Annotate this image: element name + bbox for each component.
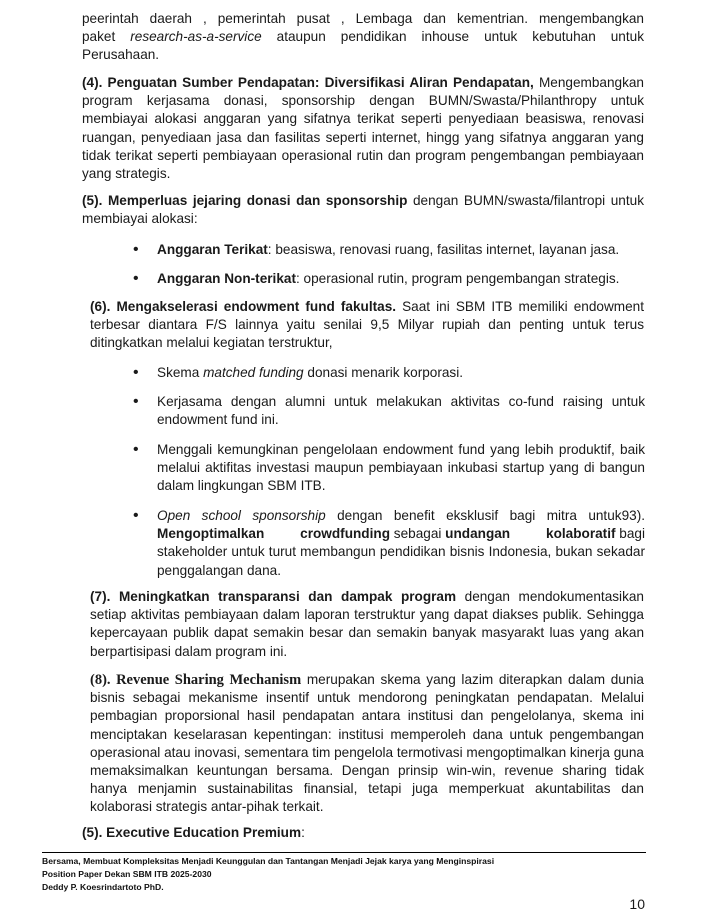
section-4-text: Mengembangkan program kerjasama donasi, sponsorship dengan BUMN/Swasta/Philanthropy untuk membiayai alokasi anggaran yang sifatnya terikat seperti penyediaan beasiswa, renovasi ruangan, penyediaan jasa dan fasilitas seperti internet, hingg yang sifatnya anggaran yang tidak terikat seperti pembiayaan operasional rutin dan program pengembangan pembiayaan yang strategis. <box>82 75 644 182</box>
intro-line-3: Perusahaan. <box>82 47 160 63</box>
section-6-paragraph <box>90 298 644 353</box>
section-5-heading: (5). Memperluas jejaring donasi dan sponsorship <box>82 193 408 208</box>
section-7-paragraph <box>90 588 644 661</box>
section-8-heading: (8). Revenue Sharing Mechanism <box>90 672 302 688</box>
section-exec-ed-heading: (5). Executive Education Premium: <box>82 825 305 840</box>
bullet-icon: • <box>133 393 139 410</box>
list-item: • Kerjasama dengan alumni untuk melakukan aktivitas co-fund raising untuk endowment fund ini. <box>133 393 645 428</box>
footer-tagline: Bersama, Membuat Kompleksitas Menjadi Keunggulan dan Tantangan Menjadi Jejak karya yang Menginspirasi <box>42 856 495 866</box>
section-7-text: dengan mendokumentasikan setiap aktivitas pembiayaan dalam laporan terstruktur yang dapat diakses publik. Sehingga kepercayaan publik dapat semakin besar dan semakin banyak masyarakt luas yang akan berpartisipasi dalam program ini. <box>90 589 644 659</box>
section-4-paragraph <box>82 74 644 183</box>
footer-divider <box>42 852 646 853</box>
page-number: 10 <box>629 896 645 912</box>
intro-line-2: paket research-as-a-service ataupun pendidikan inhouse untuk kebutuhan untuk <box>82 29 645 45</box>
bullet-icon: • <box>133 241 139 258</box>
section-5-paragraph <box>82 192 644 228</box>
research-service-term: research-as-a-service <box>130 29 262 45</box>
list-item: • Open school sponsorship dengan benefit eksklusif bagi mitra untuk93). Mengoptimalkan crowdfunding sebagai undangan kolaboratif bagi stakeholder untuk turut membangun pendidikan bisnis Indonesia, bukan sekadar penggalangan dana. <box>133 507 645 578</box>
bullet-icon: • <box>133 441 139 458</box>
section-6-text: Saat ini SBM ITB memiliki endowment terbesar diantara F/S lainnya yaitu senilai 9,5 Milyar rupiah dan penting untuk terus ditingkatkan melalui kegiatan terstruktur, <box>90 299 644 351</box>
section-4-heading: (4). Penguatan Sumber Pendapatan: Diversifikasi Aliran Pendapatan, <box>82 75 534 90</box>
bullet-icon: • <box>133 507 139 524</box>
bullet-icon: • <box>133 364 139 381</box>
footer-author: Deddy P. Koesrindartoto PhD. <box>42 882 164 892</box>
section-5-text: dengan BUMN/swasta/filantropi untuk membiayai alokasi: <box>82 193 644 227</box>
list-item: • Anggaran Non-terikat: operasional rutin, program pengembangan strategis. <box>133 270 620 287</box>
intro-paragraph <box>82 10 644 65</box>
intro-line-1: peerintah daerah , pemerintah pusat , Lembaga dan kementrian. mengembangkan <box>82 11 644 26</box>
section-6-heading: (6). Mengakselerasi endowment fund fakultas. <box>90 299 397 314</box>
list-item: • Menggali kemungkinan pengelolaan endowment fund yang lebih produktif, baik melalui aktifitas investasi maupun pembiayaan inkubasi startup yang di bangun dalam lingkungan SBM ITB. <box>133 441 645 494</box>
list-item: • Skema matched funding donasi menarik korporasi. <box>133 364 464 381</box>
section-8-text: merupakan skema yang lazim diterapkan dalam dunia bisnis sebagai mekanisme insentif untuk mendorong peningkatan pendapatan. Melalui pembagian proporsional hasil pendapatan antara institusi dan pengelolanya, skema ini menciptakan keselarasan kepentingan: institusi memperoleh dana untuk pengembangan operasional atau inovasi, sementara tim pengelola termotivasi mengoptimalkan kinerja guna memaksimalkan keuntungan bersama. Dengan prinsip win-win, revenue sharing tidak hanya menjamin sustainabilitas finansial, tetapi juga memperkuat akuntabilitas dan kolaborasi strategis antar-pihak terkait. <box>90 672 644 815</box>
bullet-icon: • <box>133 270 139 287</box>
list-item: • Anggaran Terikat: beasiswa, renovasi ruang, fasilitas internet, layanan jasa. <box>133 241 620 258</box>
footer-doc-title: Position Paper Dekan SBM ITB 2025-2030 <box>42 869 212 879</box>
section-8-paragraph <box>90 671 644 817</box>
section-7-heading: (7). Meningkatkan transparansi dan dampak program <box>90 589 457 604</box>
